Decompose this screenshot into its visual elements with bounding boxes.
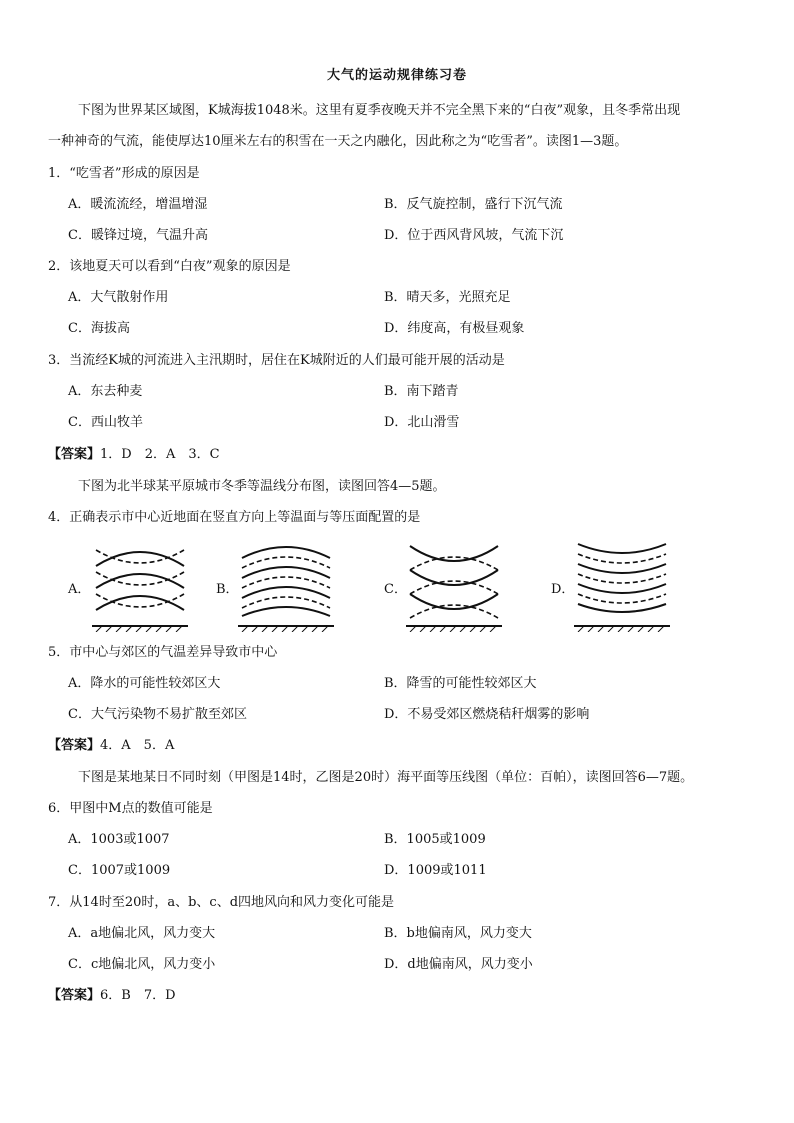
intro-text-2: 下图为北半球某平原城市冬季等温线分布图，读图回答4—5题。 bbox=[78, 479, 446, 494]
page-title: 大气的运动规律练习卷 bbox=[326, 68, 467, 83]
question-7-option-d: D．d地偏南风，风力变小 bbox=[384, 957, 533, 972]
question-4-stem: 4．正确表示市中心近地面在竖直方向上等温面与等压面配置的是 bbox=[48, 510, 421, 525]
answer-text: 6．B 7．D bbox=[100, 988, 176, 1003]
answer-label: 【答案】 bbox=[48, 738, 101, 753]
isobar-diagram-b bbox=[238, 536, 334, 632]
intro-text-3: 下图是某地某日不同时刻（甲图是14时，乙图是20时）海平面等压线图（单位：百帕），读图回答6—7题。 bbox=[78, 770, 694, 785]
answer-label: 【答案】 bbox=[48, 447, 101, 462]
answer-text: 1．D 2．A 3．C bbox=[100, 447, 220, 462]
answer-block-2 bbox=[48, 737, 174, 755]
question-6-option-a: A．1003或1007 bbox=[68, 832, 170, 847]
question-2-option-d: D．纬度高，有极昼观象 bbox=[384, 321, 525, 336]
answer-block-1 bbox=[48, 446, 220, 464]
question-3-stem: 3．当流经K城的河流进入主汛期时，居住在K城附近的人们最可能开展的活动是 bbox=[48, 353, 505, 368]
question-2-stem: 2．该地夏天可以看到“白夜”观象的原因是 bbox=[48, 259, 291, 274]
question-6-stem: 6．甲图中M点的数值可能是 bbox=[48, 801, 213, 816]
question-1-option-c: C．暖锋过境，气温升高 bbox=[68, 228, 208, 243]
question-6-option-d: D．1009或1011 bbox=[384, 863, 487, 878]
question-7-option-c: C．c地偏北风，风力变小 bbox=[68, 957, 216, 972]
intro-text-line-2: 一种神奇的气流，能使厚达10厘米左右的积雪在一天之内融化，因此称之为“吃雪者”。读图1—3题。 bbox=[48, 134, 628, 149]
question-6-option-c: C．1007或1009 bbox=[68, 863, 171, 878]
question-2-option-c: C．海拔高 bbox=[68, 321, 130, 336]
question-5-option-d: D．不易受郊区燃烧秸秆烟雾的影响 bbox=[384, 707, 590, 722]
answer-text: 4．A 5．A bbox=[100, 738, 175, 753]
question-4-option-d: D． bbox=[551, 582, 575, 597]
question-4-option-c: C． bbox=[384, 582, 407, 597]
question-2-option-a: A．大气散射作用 bbox=[68, 290, 169, 305]
question-7-stem: 7．从14时至20时，a、b、c、d四地风向和风力变化可能是 bbox=[48, 895, 395, 910]
question-7-option-a: A．a地偏北风，风力变大 bbox=[68, 926, 216, 941]
question-5-option-c: C．大气污染物不易扩散至郊区 bbox=[68, 707, 247, 722]
question-5-option-b: B．降雪的可能性较郊区大 bbox=[384, 676, 537, 691]
answer-label: 【答案】 bbox=[48, 988, 101, 1003]
question-1-option-a: A．暖流流经，增温增湿 bbox=[68, 197, 208, 212]
question-5-stem: 5．市中心与郊区的气温差异导致市中心 bbox=[48, 645, 278, 660]
question-5-option-a: A．降水的可能性较郊区大 bbox=[68, 676, 221, 691]
question-1-stem: 1．“吃雪者”形成的原因是 bbox=[48, 166, 200, 181]
question-3-option-c: C．西山牧羊 bbox=[68, 415, 143, 430]
question-3-option-b: B．南下踏青 bbox=[384, 384, 459, 399]
isobar-diagram-c bbox=[406, 536, 502, 632]
question-1-option-b: B．反气旋控制，盛行下沉气流 bbox=[384, 197, 563, 212]
question-3-option-a: A．东去种麦 bbox=[68, 384, 143, 399]
question-6-option-b: B．1005或1009 bbox=[384, 832, 486, 847]
question-4-option-a: A． bbox=[68, 582, 91, 597]
question-3-option-d: D．北山滑雪 bbox=[384, 415, 460, 430]
question-1-option-d: D．位于西风背风坡，气流下沉 bbox=[384, 228, 564, 243]
question-4-option-b: B． bbox=[216, 582, 239, 597]
answer-block-3 bbox=[48, 987, 176, 1005]
isobar-diagram-d bbox=[574, 536, 670, 632]
question-2-option-b: B．晴天多，光照充足 bbox=[384, 290, 511, 305]
question-7-option-b: B．b地偏南风，风力变大 bbox=[384, 926, 532, 941]
intro-text-line-1: 下图为世界某区域图，K城海拔1048米。这里有夏季夜晚天并不完全黑下来的“白夜”观象，且冬季常出现 bbox=[78, 103, 681, 118]
isobar-diagram-a bbox=[92, 536, 188, 632]
